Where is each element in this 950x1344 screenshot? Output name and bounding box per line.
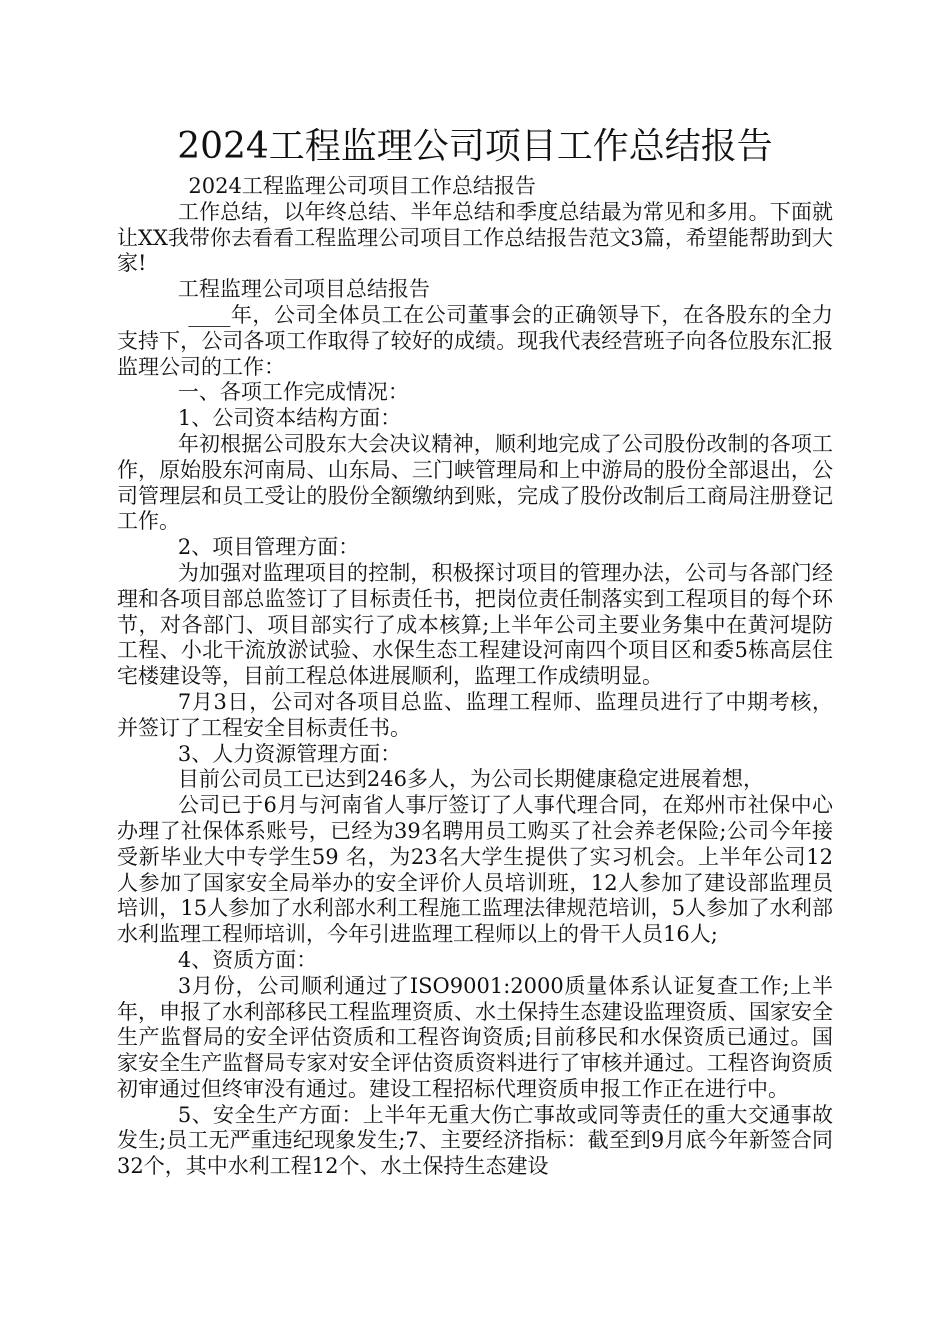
document-title: 2024工程监理公司项目工作总结报告 [177, 126, 773, 167]
subsection-heading-qualification: 4、资质方面： [177, 947, 318, 972]
hr-paragraph-2: 公司已于6月与河南省人事厅签订了人事代理合同，在郑州市社保中心办理了社保体系账号，已经为39名聘用员工购买了社会养老保险;公司今年接受新毕业大中专学生59 名，为23名大学生提供了实习机会。上半年公司12人参加了国家安全局举办的安全评价人员培训班，12人参加了建设部监理员培训，15人参加了水利部水利工程施工监理法律规范培训，5人参加了水利部水利监理工程师培训，今年引进监理工程师以上的骨干人员16人; [117, 793, 833, 947]
document-body [117, 174, 833, 1180]
capital-paragraph: 年初根据公司股东大会决议精神，顺利地完成了公司股份改制的各项工作，原始股东河南局、山东局、三门峡管理局和上中游局的股份全部退出，公司管理层和员工受让的股份全额缴纳到账，完成了股份改制后工商局注册登记工作。 [117, 431, 833, 534]
project-paragraph: 为加强对监理项目的控制，积极探讨项目的管理办法，公司与各部门经理和各项目部总监签订了目标责任书，把岗位责任制落实到工程项目的每个环节，对各部门、项目部实行了成本核算;上半年公司主要业务集中在黄河堤防工程、小北干流放淤试验、水保生态工程建设河南四个项目区和委5栋高层住宅楼建设等，目前工程总体进展顺利，监理工作成绩明显。 [117, 560, 833, 689]
subsection-heading-hr: 3、人力资源管理方面： [177, 741, 402, 766]
qualification-paragraph: 3月份，公司顺利通过了ISO9001:2000质量体系认证复查工作;上半年，申报了水利部移民工程监理资质、水土保持生态建设监理资质、国家安全生产监督局的安全评估资质和工程咨询资质;目前移民和水保资质已通过。国家安全生产监督局专家对安全评估资质资料进行了审核并通过。工程咨询资质初审通过但终审没有通过。建设工程招标代理资质申报工作正在进行中。 [117, 973, 833, 1101]
opening-paragraph: ____年，公司全体员工在公司董事会的正确领导下，在各股东的全力支持下，公司各项工作取得了较好的成绩。现我代表经营班子向各位股东汇报监理公司的工作： [117, 302, 833, 379]
intro-paragraph: 工作总结，以年终总结、半年总结和季度总结最为常见和多用。下面就让XX我带你去看看工程监理公司项目工作总结报告范文3篇，希望能帮助到大家! [117, 199, 833, 276]
report-heading: 工程监理公司项目总结报告 [177, 277, 430, 302]
hr-paragraph-1: 目前公司员工已达到246多人，为公司长期健康稳定进展着想， [177, 767, 764, 792]
subsection-heading-project: 2、项目管理方面： [177, 535, 360, 560]
safety-paragraph: 5、安全生产方面：上半年无重大伤亡事故或同等责任的重大交通事故发生;员工无严重违纪现象发生;7、主要经济指标：截至到9月底今年新签合同32个，其中水利工程12个、水土保持生态建设 [117, 1102, 833, 1179]
subtitle-paragraph: 2024工程监理公司项目工作总结报告 [188, 174, 536, 198]
section-heading-1: 一、各项工作完成情况： [177, 380, 409, 405]
subsection-heading-capital: 1、公司资本结构方面： [177, 406, 402, 431]
assessment-paragraph: 7月3日，公司对各项目总监、监理工程师、监理员进行了中期考核，并签订了工程安全目标责任书。 [117, 689, 833, 740]
